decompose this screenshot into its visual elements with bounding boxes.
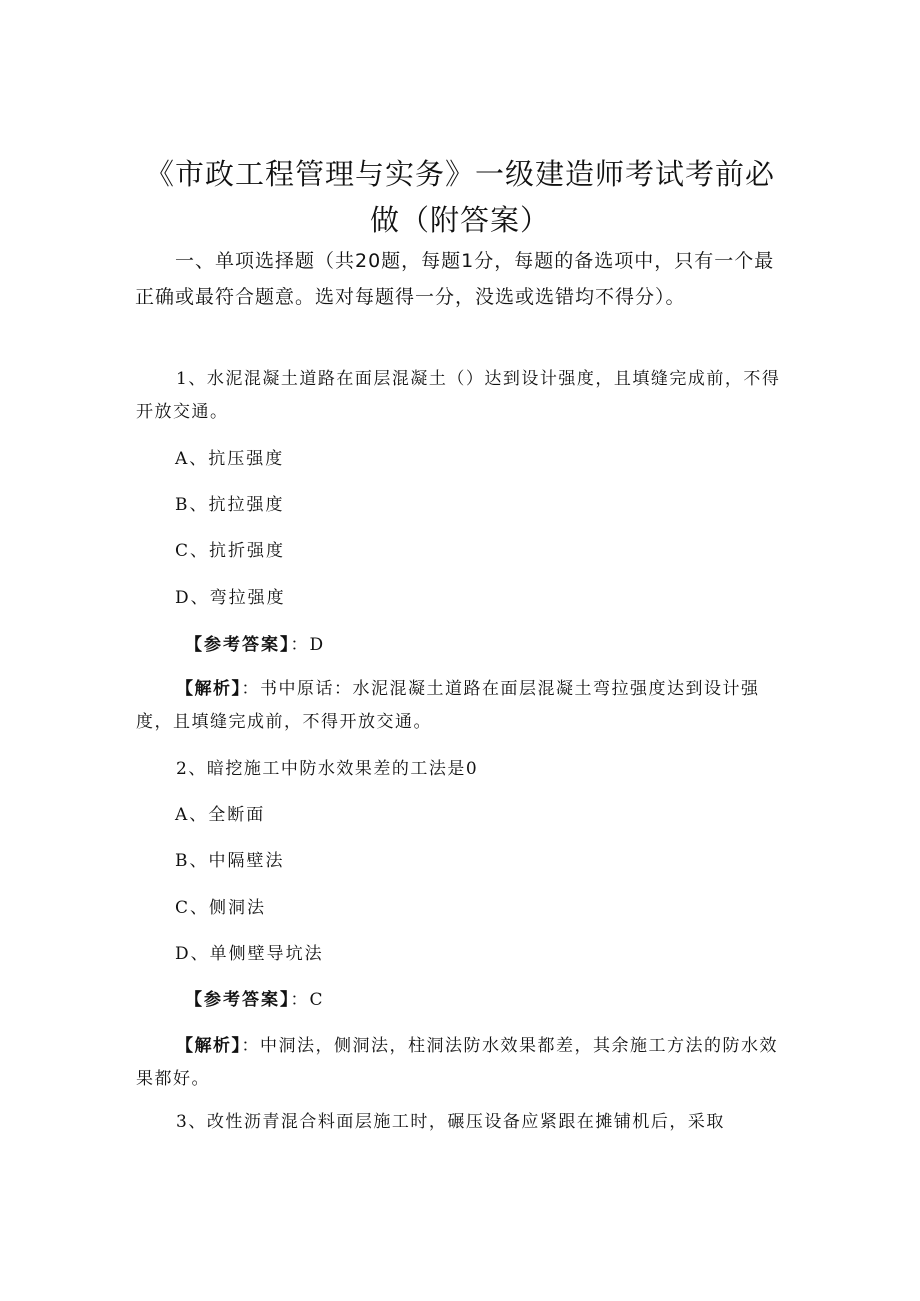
answer-label: 【参考答案】 bbox=[185, 990, 291, 1010]
answer-value: ：D bbox=[290, 635, 326, 655]
question-1-option-a: A、抗压强度 bbox=[175, 449, 285, 469]
question-1-option-c: C、抗折强度 bbox=[175, 541, 286, 561]
analysis-text: ：中洞法，侧洞法，柱洞法防水效果都差，其余施工方法的防水效果都好。 bbox=[136, 1036, 778, 1089]
question-2-option-c: C、侧洞法 bbox=[175, 898, 267, 918]
answer-label: 【参考答案】 bbox=[185, 635, 291, 655]
analysis-text: ：书中原话：水泥混凝土道路在面层混凝土弯拉强度达到设计强度，且填缝完成前，不得开放交通。 bbox=[136, 679, 760, 732]
question-1-answer bbox=[185, 630, 325, 660]
question-1-analysis bbox=[136, 673, 790, 739]
question-2-analysis bbox=[136, 1030, 790, 1096]
analysis-label: 【解析】 bbox=[176, 679, 242, 699]
question-3-stem: 3、改性沥青混合料面层施工时，碾压设备应紧跟在摊铺机后，采取 bbox=[176, 1112, 725, 1132]
document-title-line-1: 《市政工程管理与实务》一级建造师考试考前必 bbox=[144, 157, 775, 191]
section-intro: 一、单项选择题（共20题，每题1分，每题的备选项中，只有一个最正确或最符合题意。选对每题得一分，没选或选错均不得分）。 bbox=[135, 250, 775, 308]
question-2-option-a: A、全断面 bbox=[175, 805, 266, 825]
question-1-option-d: D、弯拉强度 bbox=[175, 588, 286, 608]
question-2-option-d: D、单侧壁导坑法 bbox=[175, 944, 324, 964]
question-2-answer bbox=[185, 985, 325, 1015]
question-2-option-b: B、中隔壁法 bbox=[175, 851, 285, 871]
question-1-stem: 1、水泥混凝土道路在面层混凝土（）达到设计强度，且填缝完成前，不得开放交通。 bbox=[136, 369, 781, 422]
question-2-stem: 2、暗挖施工中防水效果差的工法是0 bbox=[176, 759, 479, 779]
question-1-option-b: B、抗拉强度 bbox=[175, 495, 285, 515]
answer-value: ：C bbox=[290, 990, 325, 1010]
document-title-line-2: 做（附答案） bbox=[369, 203, 550, 237]
analysis-label: 【解析】 bbox=[176, 1036, 242, 1056]
